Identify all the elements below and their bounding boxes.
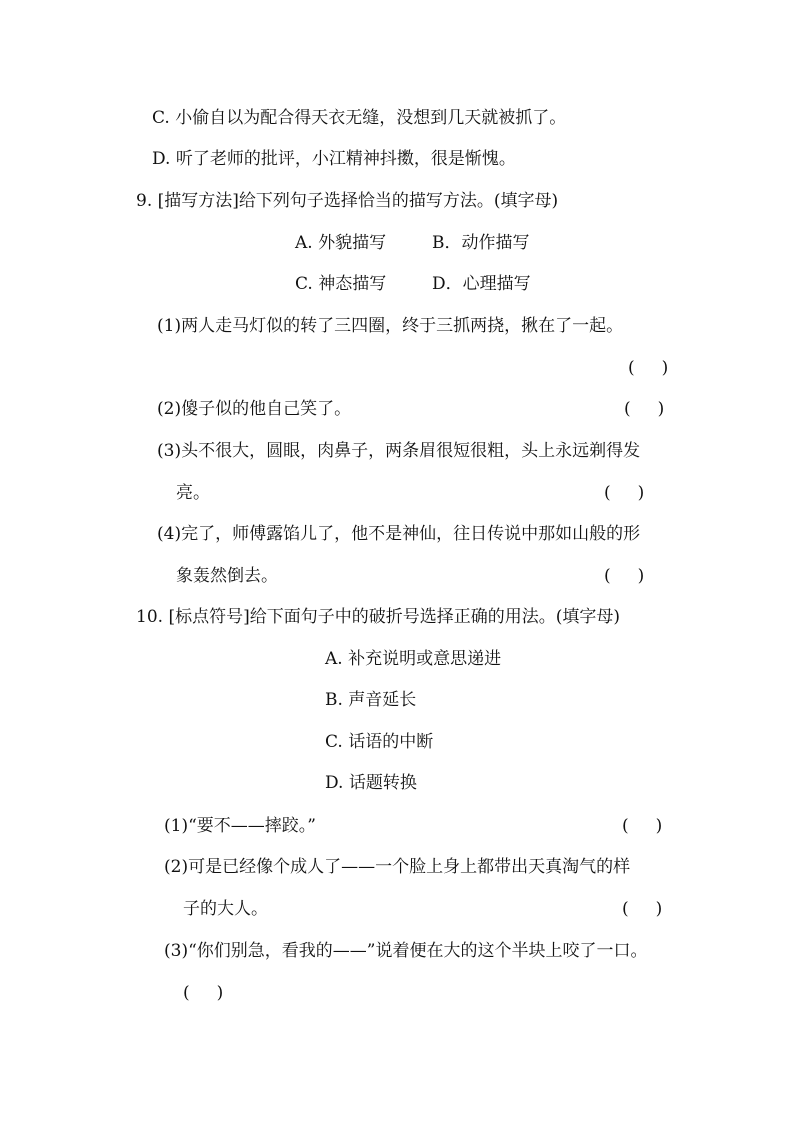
q9-option-b: B．动作描写 [432,233,530,253]
q10-heading: 10. [标点符号]给下面句子中的破折号选择正确的用法。(填字母) [136,607,620,627]
q10-item-2-answer-blank[interactable]: ( ) [622,899,663,919]
q9-item-4-line-2: 象轰然倒去。 [176,566,278,586]
q9-heading: 9. [描写方法]给下列句子选择恰当的描写方法。(填字母) [136,191,559,211]
q10-item-1: (1)“要不——摔跤。” [164,816,316,836]
q10-option-b: B. 声音延长 [325,690,417,710]
q9-item-1-answer-blank[interactable]: ( ) [628,358,669,378]
q9-item-4-line-1: (4)完了，师傅露馅儿了，他不是神仙，往日传说中那如山般的形 [157,524,641,544]
q10-option-a: A. 补充说明或意思递进 [325,649,502,669]
q9-item-4-answer-blank[interactable]: ( ) [604,566,645,586]
q10-item-2-line-1: (2)可是已经像个成人了——一个脸上身上都带出天真淘气的样 [164,857,631,877]
q10-item-3: (3)“你们别急，看我的——”说着便在大的这个半块上咬了一口。 [164,941,648,961]
q9-item-1: (1)两人走马灯似的转了三四圈，终于三抓两挠，揪在了一起。 [157,316,624,336]
q9-item-2: (2)傻子似的他自己笑了。 [157,399,352,419]
q8-option-c: C. 小偷自以为配合得天衣无缝，没想到几天就被抓了。 [152,108,567,128]
q10-item-1-answer-blank[interactable]: ( ) [622,816,663,836]
q9-item-3-line-2: 亮。 [176,483,210,503]
q9-option-d: D．心理描写 [432,274,531,294]
q10-option-d: D. 话题转换 [325,773,417,793]
q10-item-2-line-2: 子的大人。 [183,899,268,919]
q9-option-c: C. 神态描写 [295,274,387,294]
q10-item-3-answer-blank[interactable]: ( ) [183,983,224,1003]
q9-item-3-line-1: (3)头不很大，圆眼，肉鼻子，两条眉很短很粗，头上永远剃得发 [157,441,641,461]
q9-item-3-answer-blank[interactable]: ( ) [604,483,645,503]
q9-option-a: A. 外貌描写 [295,233,387,253]
q10-option-c: C. 话语的中断 [325,732,434,752]
q9-item-2-answer-blank[interactable]: ( ) [624,399,665,419]
q8-option-d: D. 听了老师的批评，小江精神抖擞，很是惭愧。 [152,149,516,169]
